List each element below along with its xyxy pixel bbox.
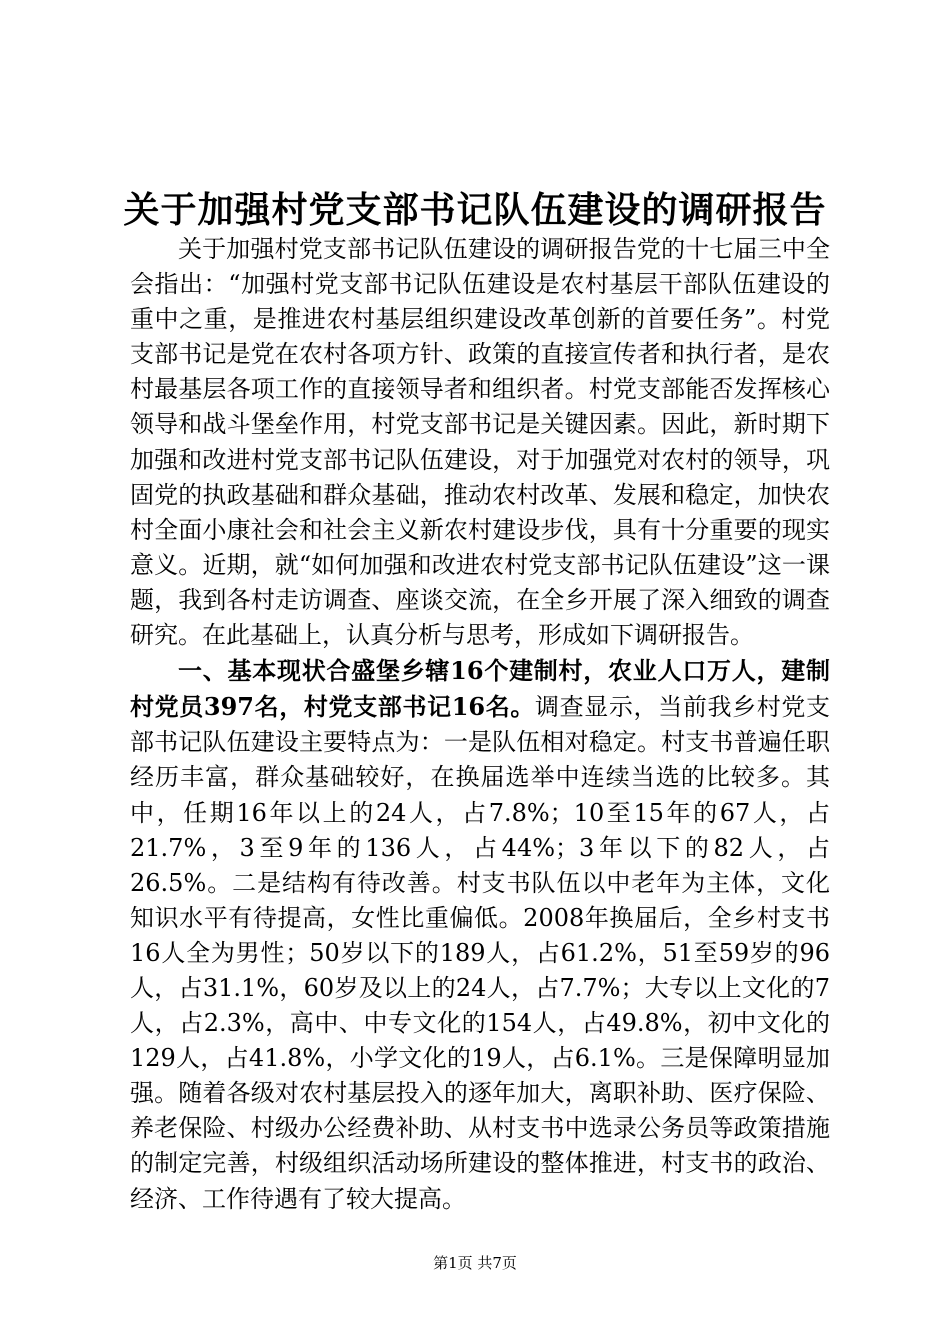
basic-status-text: 调查显示，当前我乡村党支部书记队伍建设主要特点为：一是队伍相对稳定。村支书普遍任职经历丰富，群众基础较好，在换届选举中连续当选的比较多。其中，任期16年以上的24人，占7.8%；10至15年的67人，占21.7%，3至9年的136人，占44%；3年以下的82人，占26.5%。二是结构有待改善。村支书队伍以中老年为主体，文化知识水平有待提高，女性比重偏低。2008年换届后，全乡村支书16人全为男性；50岁以下的189人，占61.2%，51至59岁的96人，占31.1%，60岁及以上的24人，占7.7%；大专以上文化的7人，占2.3%，高中、中专文化的154人，占49.8%，初中文化的129人，占41.8%，小学文化的19人，占6.1%。三是保障明显加强。随着各级对农村基层投入的逐年加大，离职补助、医疗保险、养老保险、村级办公经费补助、从村支书中选录公务员等政策措施的制定完善，村级组织活动场所建设的整体推进，村支书的政治、经济、工作待遇有了较大提高。 (130, 693, 830, 1213)
section-heading-basic-status: 一、基本现状合盛堡乡辖16个建制村，农业人口万人，建制村党员397名，村党支部书记16名。 (130, 656, 830, 722)
page-number-footer: 第1页 共7页 (433, 1254, 517, 1272)
document-body (130, 232, 830, 1217)
intro-paragraph: 关于加强村党支部书记队伍建设的调研报告党的十七届三中全会指出：“加强村党支部书记队伍建设是农村基层干部队伍建设的重中之重，是推进农村基层组织建设改革创新的首要任务”。村党支部书记是党在农村各项方针、政策的直接宣传者和执行者，是农村最基层各项工作的直接领导者和组织者。村党支部能否发挥核心领导和战斗堡垒作用，村党支部书记是关键因素。因此，新时期下加强和改进村党支部书记队伍建设，对于加强党对农村的领导，巩固党的执政基础和群众基础，推动农村改革、发展和稳定，加快农村全面小康社会和社会主义新农村建设步伐，具有十分重要的现实意义。近期，就“如何加强和改进农村党支部书记队伍建设”这一课题，我到各村走访调查、座谈交流，在全乡开展了深入细致的调查研究。在此基础上，认真分析与思考，形成如下调研报告。 (130, 235, 830, 650)
basic-status-paragraph (130, 653, 830, 1217)
document-title: 关于加强村党支部书记队伍建设的调研报告 (123, 189, 827, 231)
